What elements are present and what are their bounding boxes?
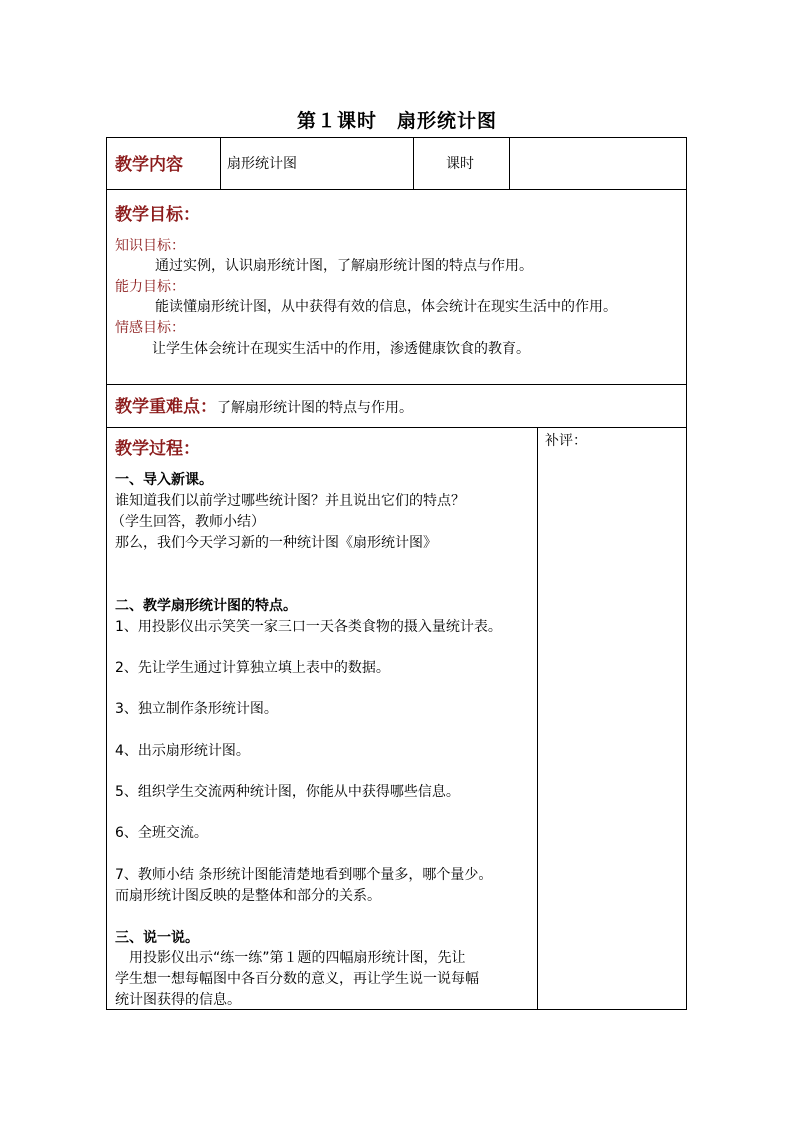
key-points-text: 了解扇形统计图的特点与作用。 [217,400,413,416]
section-1-title: 一、导入新课。 [115,472,213,488]
section-2-step: 4、出示扇形统计图。 [115,743,250,759]
row-divider [107,189,686,190]
col-divider [537,427,538,1009]
section-2-step: 而扇形统计图反映的是整体和部分的关系。 [115,888,381,904]
supplement-label: 补评： [545,433,587,449]
emotion-objective-text: 让学生体会统计在现实生活中的作用，渗透健康饮食的教育。 [152,341,530,357]
topic-value: 扇形统计图 [227,156,297,172]
knowledge-objective-label: 知识目标： [115,238,185,254]
ability-objective-label: 能力目标： [115,279,185,295]
col-divider [220,138,221,189]
class-hours-label: 课时 [446,156,474,172]
section-2-title: 二、教学扇形统计图的特点。 [115,598,297,614]
knowledge-objective-text: 通过实例，认识扇形统计图，了解扇形统计图的特点与作用。 [155,258,533,274]
objectives-heading: 教学目标： [115,205,200,225]
section-1-line: 谁知道我们以前学过哪些统计图？并且说出它们的特点？ [115,493,465,509]
section-2-step: 2、先让学生通过计算独立填上表中的数据。 [115,660,390,676]
section-2-step: 5、组织学生交流两种统计图，你能从中获得哪些信息。 [115,784,460,800]
row-divider [107,384,686,385]
ability-objective-text: 能读懂扇形统计图，从中获得有效的信息，体会统计在现实生活中的作用。 [155,299,617,315]
lesson-plan-table [106,137,687,1010]
section-3-line: 学生想一想每幅图中各百分数的意义，再让学生说一说每幅 [115,971,479,987]
section-3-line: 统计图获得的信息。 [115,992,241,1008]
section-2-step: 1、用投影仪出示笑笑一家三口一天各类食物的摄入量统计表。 [115,619,502,635]
col-divider [413,138,414,189]
key-points-label: 教学重难点： [115,397,217,417]
row-divider [107,427,686,428]
section-1-line: （学生回答，教师小结） [111,514,265,530]
section-3-line: 用投影仪出示“练一练”第１题的四幅扇形统计图，先让 [129,950,466,966]
section-2-step: 7、教师小结 条形统计图能清楚地看到哪个量多，哪个量少。 [115,867,493,883]
teaching-content-label: 教学内容 [115,155,183,175]
section-2-step: 3、独立制作条形统计图。 [115,701,278,717]
col-divider [509,138,510,189]
emotion-objective-label: 情感目标： [115,320,185,336]
section-3-title: 三、说一说。 [115,930,199,946]
section-1-line: 那么，我们今天学习新的一种统计图《扇形统计图》 [115,535,437,551]
key-points-row [115,396,413,418]
page-title: 第１课时 扇形统计图 [296,110,497,132]
section-2-step: 6、全班交流。 [115,825,208,841]
process-heading: 教学过程： [115,439,200,459]
